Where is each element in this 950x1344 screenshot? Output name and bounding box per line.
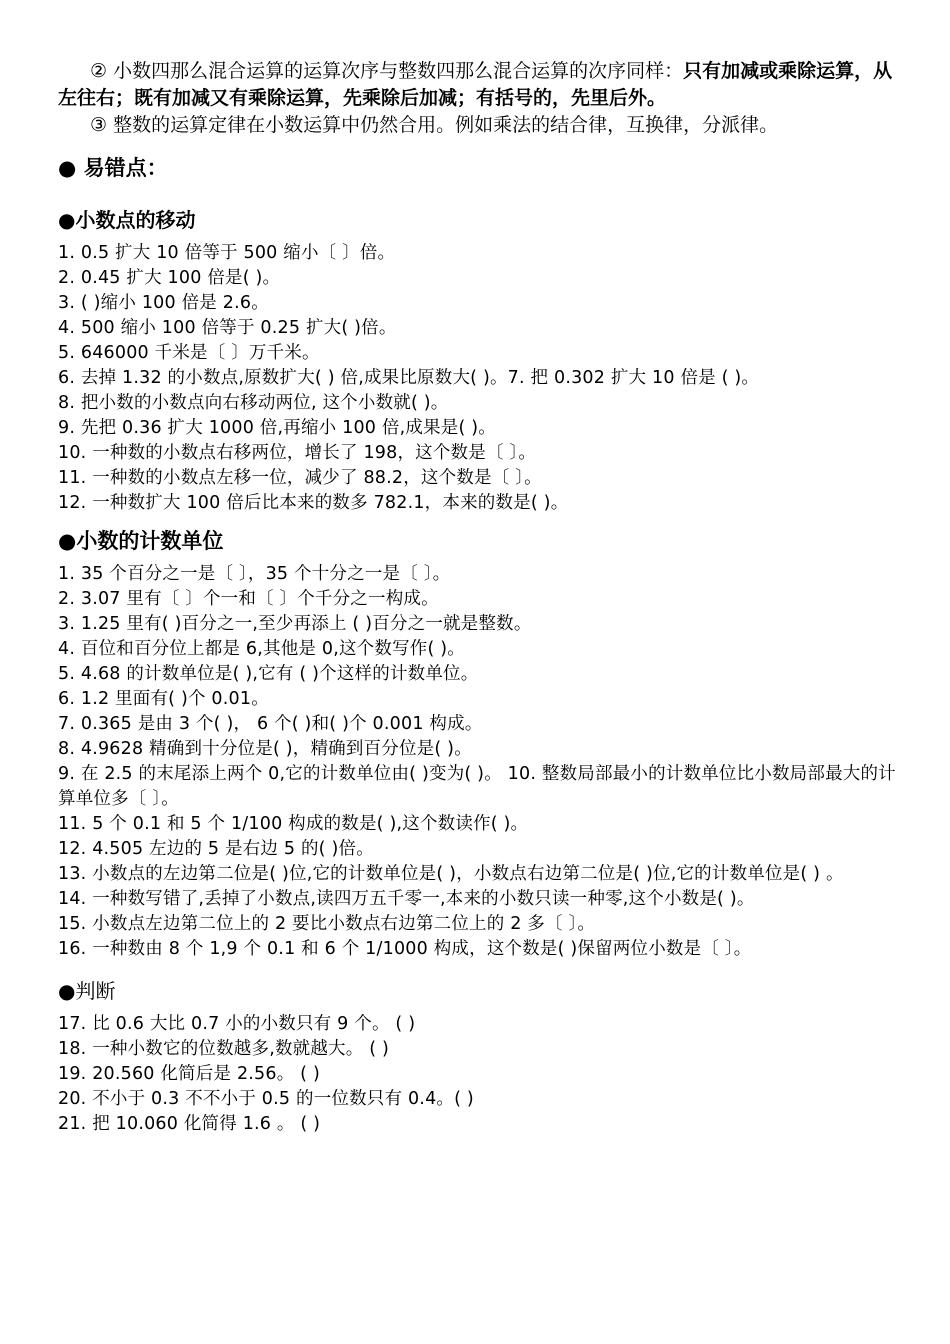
list-item: 12. 一种数扩大 100 倍后比本来的数多 782.1，本来的数是( )。 [58, 493, 569, 513]
list-item: 18. 一种小数它的位数越多,数就越大。 ( ) [58, 1039, 390, 1059]
list-item: 13. 小数点的左边第二位是( )位,它的计数单位是( )，小数点右边第二位是( )位,它的计数单位是( ) 。 [58, 864, 844, 884]
intro-bold-text: 只有加减或乘除运算，从左往右；既有加减又有乘除运算，先乘除后加减；有括号的，先里后外。 [58, 60, 893, 109]
list-item: 8. 4.9628 精确到十分位是( )，精确到百分位是( )。 [58, 739, 472, 759]
section-judge-title: ●判断 [58, 979, 116, 1003]
intro-plain-text: ② 小数四那么混合运算的运算次序与整数四那么混合运算的次序同样： [90, 60, 684, 82]
document-page [58, 58, 898, 1137]
section-judge-list [58, 1012, 898, 1137]
section-decimal-point-move-list [58, 241, 898, 516]
list-item: 15. 小数点左边第二位上的 2 要比小数点右边第二位上的 2 多〔 〕。 [58, 914, 596, 934]
list-item: 12. 4.505 左边的 5 是右边 5 的( )倍。 [58, 839, 374, 859]
list-item: 11. 一种数的小数点左移一位，减少了 88.2，这个数是〔 〕。 [58, 468, 542, 488]
intro-paragraph-2: ③ 整数的运算定律在小数运算中仍然合用。例如乘法的结合律，互换律，分派律。 [90, 114, 779, 136]
list-item: 9. 在 2.5 的末尾添上两个 0,它的计数单位由( )变为( )。 10. 整数局部最小的计数单位比小数局部最大的计算单位多〔 〕。 [58, 764, 896, 809]
list-item: 3. ( )缩小 100 倍是 2.6。 [58, 293, 269, 313]
list-item: 4. 百位和百分位上都是 6,其他是 0,这个数写作( )。 [58, 639, 465, 659]
list-item: 14. 一种数写错了,丢掉了小数点,读四万五千零一,本来的小数只读一种零,这个小数是( )。 [58, 889, 755, 909]
list-item: 20. 不小于 0.3 不不小于 0.5 的一位数只有 0.4。( ) [58, 1089, 474, 1109]
section-decimal-point-move-title: ●小数点的移动 [58, 208, 196, 232]
list-item: 5. 4.68 的计数单位是( ),它有 ( )个这样的计数单位。 [58, 664, 479, 684]
list-item: 17. 比 0.6 大比 0.7 小的小数只有 9 个。 ( ) [58, 1014, 416, 1034]
heading-error-points: ● 易错点： [58, 156, 168, 180]
section-counting-unit-list [58, 562, 898, 962]
list-item: 6. 去掉 1.32 的小数点,原数扩大( ) 倍,成果比原数大( )。7. 把 0.302 扩大 10 倍是 ( )。 [58, 368, 760, 388]
section-counting-unit-title: ●小数的计数单位 [58, 529, 224, 553]
list-item: 10. 一种数的小数点右移两位，增长了 198，这个数是〔 〕。 [58, 443, 537, 463]
list-item: 8. 把小数的小数点向右移动两位, 这个小数就( )。 [58, 393, 449, 413]
list-item: 11. 5 个 0.1 和 5 个 1/100 构成的数是( ),这个数读作( )。 [58, 814, 529, 834]
list-item: 4. 500 缩小 100 倍等于 0.25 扩大( )倍。 [58, 318, 397, 338]
list-item: 1. 35 个百分之一是〔 〕，35 个十分之一是〔 〕。 [58, 564, 451, 584]
list-item: 6. 1.2 里面有( )个 0.01。 [58, 689, 269, 709]
list-item: 9. 先把 0.36 扩大 1000 倍,再缩小 100 倍,成果是( )。 [58, 418, 496, 438]
list-item: 1. 0.5 扩大 10 倍等于 500 缩小〔 〕倍。 [58, 243, 396, 263]
list-item: 7. 0.365 是由 3 个( )， 6 个( )和( )个 0.001 构成。 [58, 714, 483, 734]
list-item: 2. 0.45 扩大 100 倍是( )。 [58, 268, 281, 288]
list-item: 21. 把 10.060 化简得 1.6 。 ( ) [58, 1114, 321, 1134]
list-item: 19. 20.560 化简后是 2.56。 ( ) [58, 1064, 320, 1084]
list-item: 2. 3.07 里有〔 〕个一和〔 〕个千分之一构成。 [58, 589, 439, 609]
list-item: 5. 646000 千米是〔 〕万千米。 [58, 343, 320, 363]
list-item: 3. 1.25 里有( )百分之一,至少再添上 ( )百分之一就是整数。 [58, 614, 532, 634]
intro-paragraph-1 [58, 58, 898, 112]
list-item: 16. 一种数由 8 个 1,9 个 0.1 和 6 个 1/1000 构成，这个数是( )保留两位小数是〔 〕。 [58, 939, 752, 959]
